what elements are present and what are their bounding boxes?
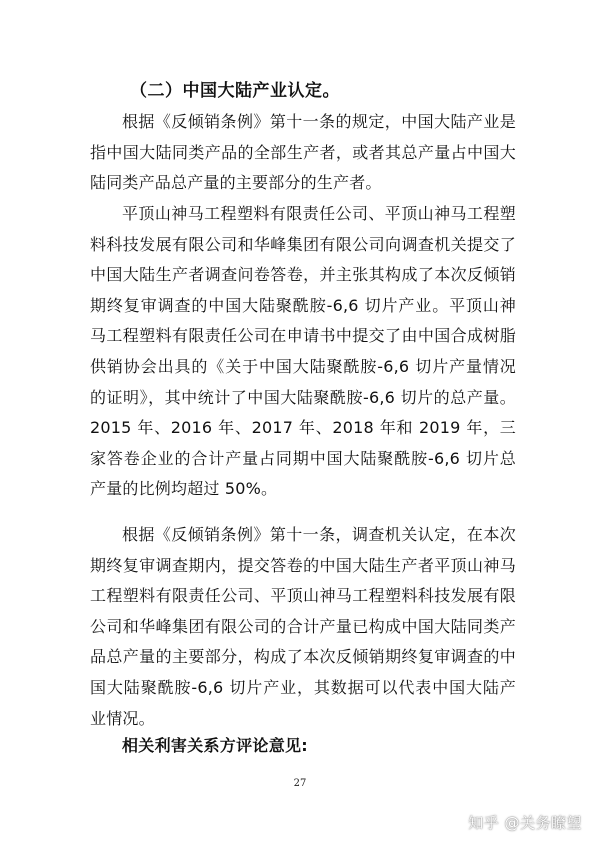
paragraph-definition: 根据《反倾销条例》第十一条的规定，中国大陆产业是指中国大陆同类产品的全部生产者，或者其总产量占中国大陆同类产品总产量的主要部分的生产者。 [90,112,516,193]
paragraph-producers: 平顶山神马工程塑料有限责任公司、平顶山神马工程塑料科技发展有限公司和华峰集团有限公司向调查机关提交了中国大陆生产者调查问卷答卷，并主张其构成了本次反倾销期终复审调查的中国大陆聚酰胺-6,6 切片产业。平顶山神马工程塑料有限责任公司在申请书中提交了由中国合成树脂供销协会出具的《关于中国大陆聚酰胺-6,6 切片产量情况的证明》，其中统计了中国大陆聚酰胺-6,6 切片的总产量。2015 年、2016 年、2017 年、2018 年和 2019 年，三家答卷企业的合计产量占同期中国大陆聚酰胺-6,6 切片总产量的比例均超过 50%。 [90,204,516,499]
zhihu-watermark: 知乎 @关务瞭望 [468,814,582,832]
comments-subheading: 相关利害关系方评论意见: [122,736,308,755]
page-number: 27 [293,778,307,789]
section-heading: （二）中国大陆产业认定。 [130,81,340,101]
paragraph-determination: 根据《反倾销条例》第十一条，调查机关认定，在本次期终复审调查期内，提交答卷的中国大陆生产者平顶山神马工程塑料有限责任公司、平顶山神马工程塑料科技发展有限公司和华峰集团有限公司的合计产量已构成中国大陆同类产品总产量的主要部分，构成了本次反倾销期终复审调查的中国大陆聚酰胺-6,6 切片产业，其数据可以代表中国大陆产业情况。 [90,525,516,728]
